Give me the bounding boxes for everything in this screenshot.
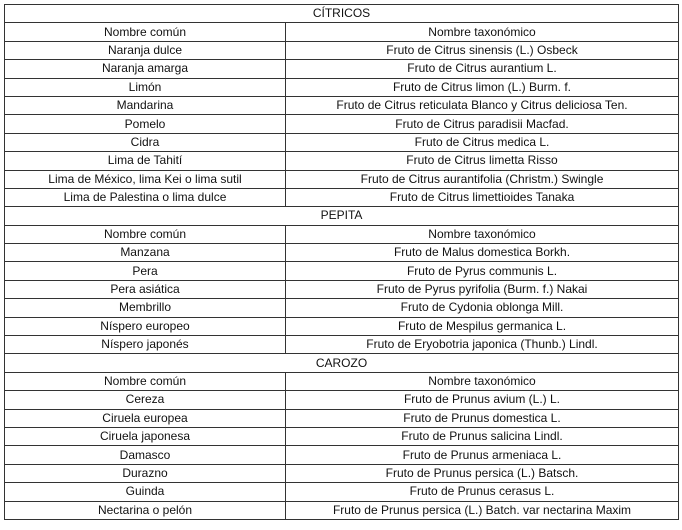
common-name-cell: Pera [5,262,286,280]
common-name-cell: Pera asiática [5,280,286,298]
section-title: CAROZO [5,354,679,372]
column-header-row [5,225,679,243]
taxonomic-name-cell: Fruto de Prunus cerasus L. [286,483,679,501]
table-row [5,188,679,206]
table-row [5,446,679,464]
table-row [5,464,679,482]
common-name-cell: Níspero japonés [5,336,286,354]
common-name-cell: Damasco [5,446,286,464]
fruit-classification-table-container [4,4,679,520]
section-title: PEPITA [5,207,679,225]
common-name-cell: Naranja amarga [5,60,286,78]
taxonomic-name-cell: Fruto de Cydonia oblonga Mill. [286,299,679,317]
section-title: CÍTRICOS [5,5,679,23]
taxonomic-name-cell: Fruto de Prunus persica (L.) Batch. var nectarina Maxim [286,501,679,519]
column-header-taxonomic-name: Nombre taxonómico [286,372,679,390]
table-row [5,244,679,262]
common-name-cell: Lima de Palestina o lima dulce [5,188,286,206]
table-row [5,78,679,96]
table-row [5,262,679,280]
common-name-cell: Limón [5,78,286,96]
taxonomic-name-cell: Fruto de Prunus armeniaca L. [286,446,679,464]
taxonomic-name-cell: Fruto de Prunus domestica L. [286,409,679,427]
common-name-cell: Naranja dulce [5,41,286,59]
table-row [5,115,679,133]
taxonomic-name-cell: Fruto de Pyrus pyrifolia (Burm. f.) Nakai [286,280,679,298]
table-row [5,317,679,335]
taxonomic-name-cell: Fruto de Malus domestica Borkh. [286,244,679,262]
common-name-cell: Nectarina o pelón [5,501,286,519]
table-row [5,336,679,354]
common-name-cell: Lima de Tahití [5,152,286,170]
common-name-cell: Cidra [5,133,286,151]
taxonomic-name-cell: Fruto de Mespilus germanica L. [286,317,679,335]
taxonomic-name-cell: Fruto de Citrus limetta Risso [286,152,679,170]
table-row [5,133,679,151]
common-name-cell: Membrillo [5,299,286,317]
column-header-taxonomic-name: Nombre taxonómico [286,225,679,243]
taxonomic-name-cell: Fruto de Pyrus communis L. [286,262,679,280]
section-title-row-pepita [5,207,679,225]
taxonomic-name-cell: Fruto de Citrus reticulata Blanco y Citrus deliciosa Ten. [286,96,679,114]
table-row [5,391,679,409]
taxonomic-name-cell: Fruto de Citrus limon (L.) Burm. f. [286,78,679,96]
taxonomic-name-cell: Fruto de Citrus sinensis (L.) Osbeck [286,41,679,59]
column-header-row [5,23,679,41]
taxonomic-name-cell: Fruto de Prunus salicina Lindl. [286,427,679,445]
taxonomic-name-cell: Fruto de Eryobotria japonica (Thunb.) Lindl. [286,336,679,354]
common-name-cell: Durazno [5,464,286,482]
table-row [5,409,679,427]
column-header-taxonomic-name: Nombre taxonómico [286,23,679,41]
common-name-cell: Mandarina [5,96,286,114]
table-row [5,60,679,78]
table-row [5,41,679,59]
table-row [5,170,679,188]
section-title-row-citricos [5,5,679,23]
common-name-cell: Ciruela europea [5,409,286,427]
fruit-classification-table [4,4,679,520]
table-row [5,280,679,298]
taxonomic-name-cell: Fruto de Citrus medica L. [286,133,679,151]
column-header-row [5,372,679,390]
common-name-cell: Ciruela japonesa [5,427,286,445]
taxonomic-name-cell: Fruto de Citrus aurantium L. [286,60,679,78]
table-row [5,483,679,501]
taxonomic-name-cell: Fruto de Citrus limettioides Tanaka [286,188,679,206]
table-row [5,299,679,317]
common-name-cell: Guinda [5,483,286,501]
table-row [5,427,679,445]
section-title-row-carozo [5,354,679,372]
taxonomic-name-cell: Fruto de Prunus avium (L.) L. [286,391,679,409]
common-name-cell: Níspero europeo [5,317,286,335]
common-name-cell: Manzana [5,244,286,262]
table-row [5,96,679,114]
column-header-common-name: Nombre común [5,372,286,390]
common-name-cell: Cereza [5,391,286,409]
table-row [5,501,679,519]
column-header-common-name: Nombre común [5,23,286,41]
common-name-cell: Pomelo [5,115,286,133]
taxonomic-name-cell: Fruto de Citrus paradisii Macfad. [286,115,679,133]
table-body [5,5,679,520]
table-row [5,152,679,170]
taxonomic-name-cell: Fruto de Citrus aurantifolia (Christm.) Swingle [286,170,679,188]
taxonomic-name-cell: Fruto de Prunus persica (L.) Batsch. [286,464,679,482]
common-name-cell: Lima de México, lima Kei o lima sutil [5,170,286,188]
column-header-common-name: Nombre común [5,225,286,243]
